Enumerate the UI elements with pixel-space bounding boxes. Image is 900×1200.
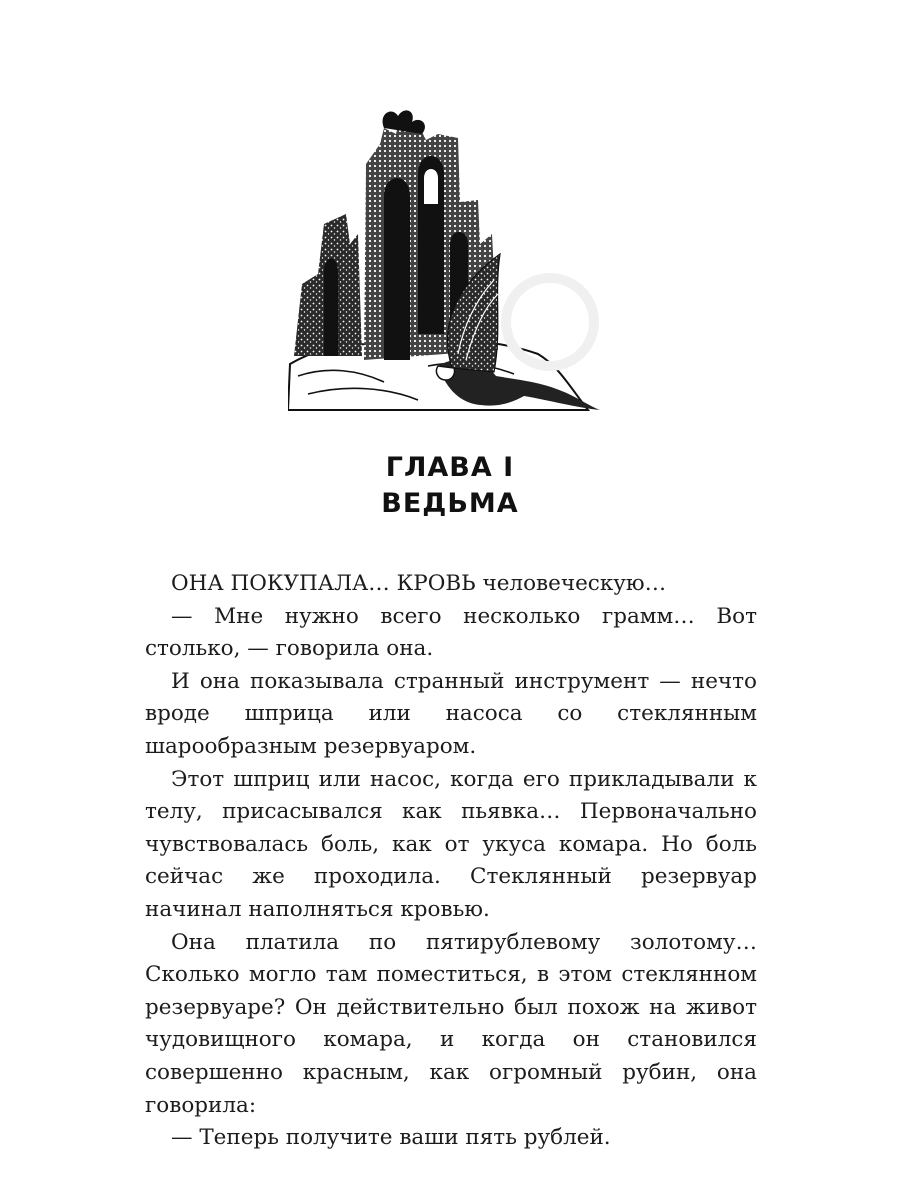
ruins-and-eagle-illustration	[288, 104, 620, 416]
chapter-illustration	[288, 104, 620, 416]
chapter-number: ГЛАВА I	[385, 452, 515, 483]
paragraph: ОНА ПОКУПАЛА… КРОВЬ человеческую…	[171, 571, 667, 596]
chapter-heading	[0, 450, 900, 522]
paragraph: — Теперь получите ваши пять рублей.	[171, 1125, 611, 1151]
paragraph: Этот шприц или насос, когда его прикладывали к телу, присасывался как пьявка… Первоначально чувствовалась боль, как от укуса комара. Но боль сейчас же проходила. Стеклянный резервуар начинал наполняться кровью.	[145, 766, 757, 922]
paragraph: И она показывала странный инструмент — нечто вроде шприца или насоса со стеклянным шарообразным резервуаром.	[145, 668, 757, 759]
chapter-body	[145, 568, 757, 1155]
chapter-title: ВЕДЬМА	[381, 488, 519, 519]
paragraph: Она платила по пятирублевому золотому… Сколько могло там поместиться, в этом стеклянном резервуаре? Он действительно был похож на живот чудовищного комара, и когда он становился совершенно красным, как огромный рубин, она говорила:	[145, 929, 757, 1118]
paragraph: — Мне нужно всего несколько грамм… Вот столько, — говорила она.	[145, 603, 757, 662]
